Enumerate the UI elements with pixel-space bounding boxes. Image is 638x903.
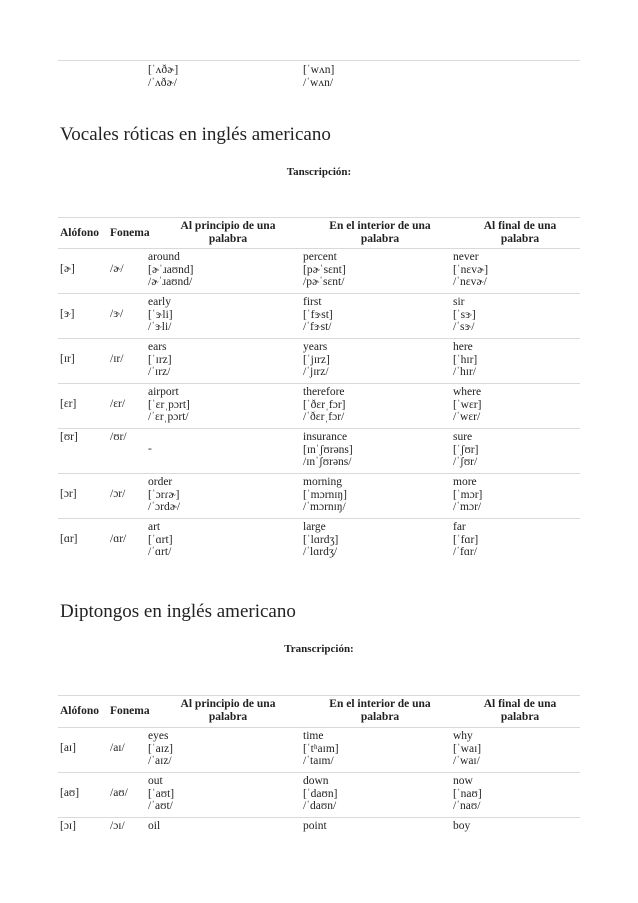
cell-alofono: [ɚ] — [60, 263, 75, 275]
cell-line: /ˈðɛrˌfɔr/ — [303, 411, 345, 423]
cell-line: [ˈwɛr] — [453, 398, 482, 411]
cell-fonema: /aɪ/ — [110, 742, 125, 754]
cell-line: early — [148, 296, 171, 308]
cell-line: around — [148, 251, 180, 263]
cell-principio — [148, 775, 174, 813]
cell-fonema: /aʊ/ — [110, 787, 128, 799]
cell-line: /ˈnaʊ/ — [453, 800, 481, 812]
cell-fonema: /ɔɪ/ — [110, 820, 125, 832]
row-divider — [58, 727, 580, 728]
row-divider — [58, 817, 580, 818]
cell-interior — [303, 521, 338, 559]
cell-principio — [148, 341, 172, 379]
row-divider — [58, 383, 580, 384]
cell-line: /ɪnˈʃʊrəns/ — [303, 456, 352, 468]
cell-interior — [303, 820, 327, 833]
cell-line: [ˈaʊt] — [148, 787, 175, 800]
cell-alofono: [ɔr] — [60, 488, 77, 500]
cell-line: /ˈwaɪ/ — [453, 755, 480, 767]
top-cell-b: [ˈwʌn] /ˈwʌn/ — [303, 64, 335, 89]
cell-interior — [303, 431, 353, 469]
cell-fonema: /ɛr/ — [110, 398, 126, 410]
cell-line: [ˈjɪrz] — [303, 353, 330, 366]
cell-line: point — [303, 820, 327, 832]
header-alofono: Alófono — [60, 227, 99, 239]
cell-line: [ˈʃʊr] — [453, 443, 479, 456]
header-fonema: Fonema — [110, 705, 150, 717]
cell-principio — [148, 521, 173, 559]
cell-line: art — [148, 521, 161, 533]
cell-alofono: [ɛr] — [60, 398, 77, 410]
cell-interior — [303, 386, 346, 424]
cell-alofono: [aʊ] — [60, 787, 80, 799]
cell-line: [ˈɔrɾɚ] — [148, 488, 180, 501]
cell-line: [ɚˈɹaʊnd] — [148, 263, 194, 276]
cell-line: [ˈwaɪ] — [453, 742, 482, 755]
cell-line: order — [148, 476, 173, 488]
cell-line: /ˈaɪz/ — [148, 755, 172, 767]
cell-line: here — [453, 341, 473, 353]
cell-fonema: /ɑr/ — [110, 533, 127, 545]
cell-line: large — [303, 521, 326, 533]
cell-line: /ˈaʊt/ — [148, 800, 173, 812]
cell-line: /ˈnɛvɚ/ — [453, 276, 487, 288]
cell-line: /ˈfɝst/ — [303, 321, 332, 333]
cell-final — [453, 341, 477, 379]
cell-final — [453, 296, 476, 334]
cell-alofono: [ɔɪ] — [60, 820, 76, 832]
cell-line: /ˈsɝ/ — [453, 321, 475, 333]
cell-line: [ˈhɪr] — [453, 353, 478, 366]
cell-line: /ˈmɔrnɪŋ/ — [303, 501, 346, 513]
cell-interior — [303, 296, 333, 334]
cell-line: [pɚˈsɛnt] — [303, 263, 346, 276]
cell-line: /ˈʃʊr/ — [453, 456, 478, 468]
cell-line: now — [453, 775, 473, 787]
header-final: Al final de una palabra — [483, 698, 557, 723]
row-divider — [58, 772, 580, 773]
cell-line: - — [148, 443, 152, 455]
cell-line: /ˈɔrdɚ/ — [148, 501, 181, 513]
cell-line: /ˈdaʊn/ — [303, 800, 337, 812]
cell-line: boy — [453, 820, 471, 832]
cell-principio — [148, 386, 190, 424]
cell-interior — [303, 476, 347, 514]
cell-line: [ˈɑrt] — [148, 533, 173, 546]
cell-line: /ˈtaɪm/ — [303, 755, 334, 767]
cell-line: [ˈɛrˌpɔrt] — [148, 398, 190, 411]
row-divider — [58, 518, 580, 519]
cell-final — [453, 251, 488, 289]
cell-line: /ˈmɔr/ — [453, 501, 482, 513]
cell-line: [ˈmɔrnɪŋ] — [303, 488, 348, 501]
cell-line: sir — [453, 296, 465, 308]
cell-line: /ˈhɪr/ — [453, 366, 476, 378]
cell-line: first — [303, 296, 322, 308]
cell-line: morning — [303, 476, 342, 488]
cell-line: [ˈtʰaɪm] — [303, 742, 339, 755]
top-cell-a: [ˈʌðɚ] /ˈʌðɚ/ — [148, 64, 179, 89]
cell-final — [453, 820, 470, 833]
cell-line: /pɚˈsɛnt/ — [303, 276, 345, 288]
cell-interior — [303, 251, 346, 289]
cell-alofono: [ɪr] — [60, 353, 75, 365]
cell-principio — [148, 476, 180, 514]
header-interior: En el interior de una palabra — [329, 698, 431, 723]
cell-line: [ˈfɑr] — [453, 533, 479, 546]
cell-line: percent — [303, 251, 337, 263]
cell-final — [453, 476, 482, 514]
row-divider — [58, 338, 580, 339]
cell-line: [ˈsɝ] — [453, 308, 476, 321]
cell-line: [ˈɝli] — [148, 308, 173, 321]
cell-line: /ˈɪrz/ — [148, 366, 171, 378]
cell-line: [ˈnaʊ] — [453, 787, 482, 800]
cell-fonema: /ʊr/ — [110, 431, 127, 443]
cell-principio — [148, 296, 173, 334]
cell-line: /ˈɑrt/ — [148, 546, 172, 558]
cell-alofono: [ʊr] — [60, 431, 78, 443]
section-title-diptongos: Diptongos en inglés americano — [60, 601, 296, 622]
cell-line: insurance — [303, 431, 348, 443]
cell-principio — [148, 251, 193, 289]
cell-line: ears — [148, 341, 167, 353]
cell-line: [ˈaɪz] — [148, 742, 173, 755]
cell-fonema: /ɪr/ — [110, 353, 124, 365]
cell-line: where — [453, 386, 482, 398]
cell-line: therefore — [303, 386, 345, 398]
row-divider — [58, 428, 580, 429]
header-interior: En el interior de una palabra — [329, 220, 431, 245]
table-caption: Transcripción: — [284, 643, 354, 655]
cell-line: why — [453, 730, 473, 742]
cell-alofono: [ɝ] — [60, 308, 75, 320]
cell-line: [ɪnˈʃʊrəns] — [303, 443, 353, 456]
cell-line: down — [303, 775, 329, 787]
cell-principio — [148, 443, 152, 456]
cell-final — [453, 521, 478, 559]
cell-line: out — [148, 775, 163, 787]
cell-final — [453, 775, 482, 813]
cell-line: [ˈfɝst] — [303, 308, 333, 321]
cell-line: sure — [453, 431, 473, 443]
cell-line: airport — [148, 386, 179, 398]
header-principio: Al principio de una palabra — [180, 220, 276, 245]
table-top-divider — [58, 695, 580, 696]
cell-final — [453, 431, 478, 469]
cell-line: [ˈɪrz] — [148, 353, 172, 366]
cell-principio — [148, 730, 173, 768]
cell-line: /ˈlɑrdʒ/ — [303, 546, 338, 558]
cell-line: oil — [148, 820, 161, 832]
cell-fonema: /ɚ/ — [110, 263, 124, 275]
cell-interior — [303, 341, 330, 379]
cell-line: /ˈwɛr/ — [453, 411, 481, 423]
cell-line: /ɚˈɹaʊnd/ — [148, 276, 193, 288]
cell-line: years — [303, 341, 328, 353]
cell-line: /ˈɛrˌpɔrt/ — [148, 411, 189, 423]
cell-interior — [303, 730, 339, 768]
cell-interior — [303, 775, 337, 813]
cell-line: more — [453, 476, 477, 488]
header-fonema: Fonema — [110, 227, 150, 239]
cell-alofono: [aɪ] — [60, 742, 76, 754]
cell-line: [ˈlɑrdʒ] — [303, 533, 339, 546]
row-divider — [58, 473, 580, 474]
section-title-roticas: Vocales róticas en inglés americano — [60, 124, 331, 145]
cell-line: [ˈnɛvɚ] — [453, 263, 489, 276]
header-principio: Al principio de una palabra — [180, 698, 276, 723]
cell-line: [ˈðɛrˌfɔr] — [303, 398, 346, 411]
cell-line: eyes — [148, 730, 169, 742]
cell-fonema: /ɔr/ — [110, 488, 126, 500]
cell-line: /ˈɝli/ — [148, 321, 172, 333]
cell-line: [ˈmɔr] — [453, 488, 483, 501]
table-top-divider — [58, 217, 580, 218]
cell-final — [453, 730, 481, 768]
top-divider — [58, 60, 580, 61]
cell-principio — [148, 820, 160, 833]
cell-final — [453, 386, 481, 424]
cell-line: far — [453, 521, 466, 533]
cell-alofono: [ɑr] — [60, 533, 78, 545]
cell-line: /ˈfɑr/ — [453, 546, 477, 558]
row-divider — [58, 248, 580, 249]
cell-line: time — [303, 730, 324, 742]
table-caption: Tanscripción: — [286, 166, 352, 178]
header-alofono: Alófono — [60, 705, 99, 717]
row-divider — [58, 293, 580, 294]
cell-line: /ˈjɪrz/ — [303, 366, 329, 378]
cell-line: [ˈdaʊn] — [303, 787, 338, 800]
cell-line: never — [453, 251, 479, 263]
header-final: Al final de una palabra — [483, 220, 557, 245]
cell-fonema: /ɝ/ — [110, 308, 124, 320]
